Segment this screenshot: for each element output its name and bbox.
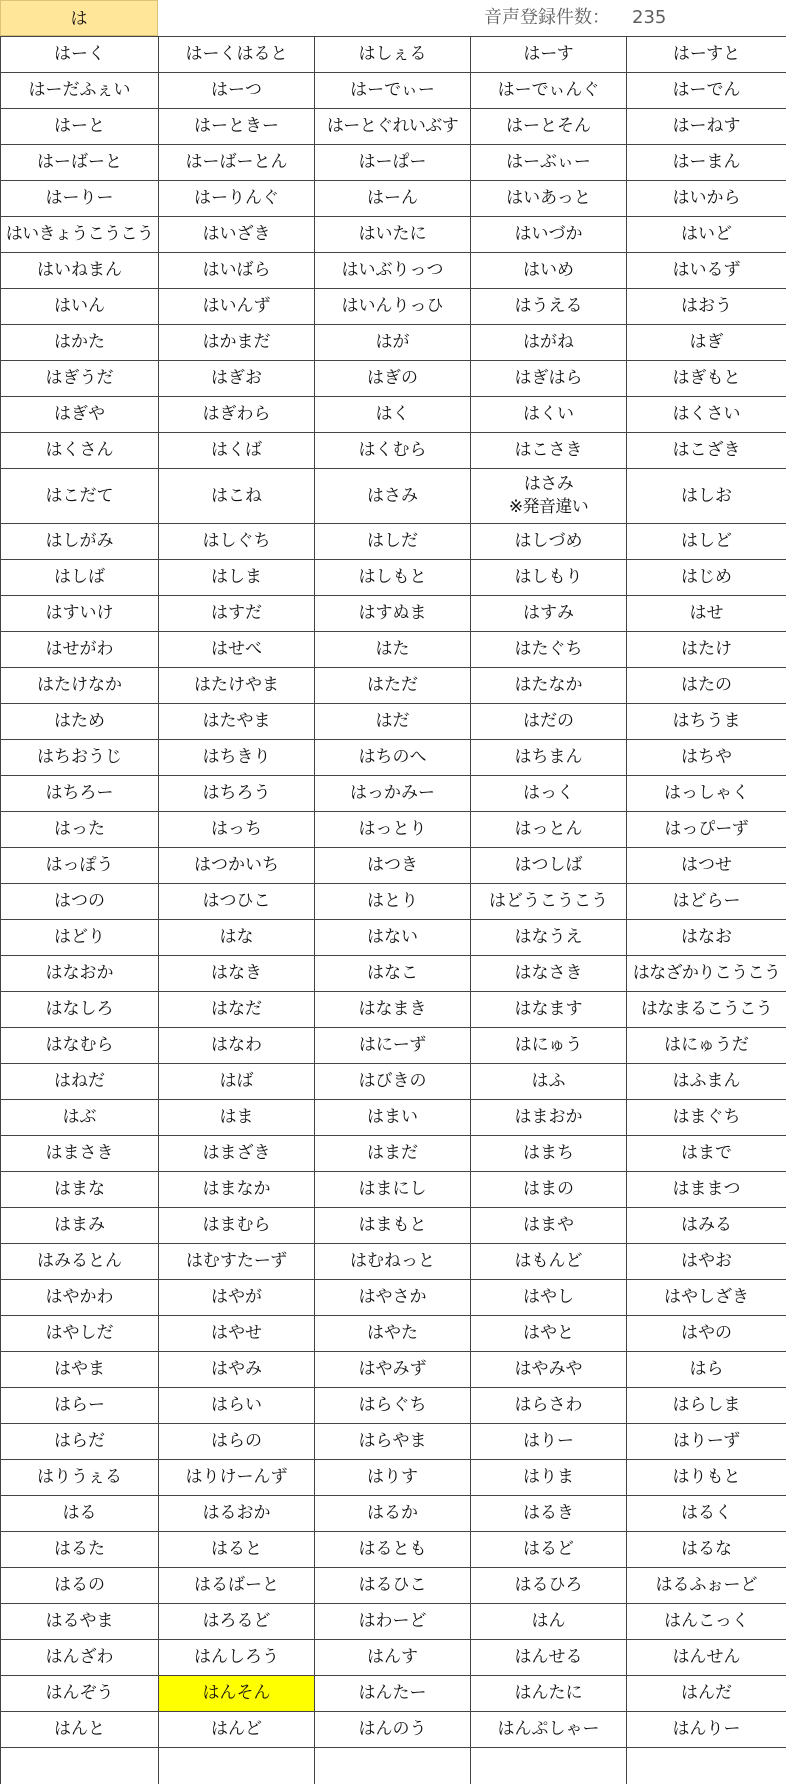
table-cell[interactable]: はだ — [315, 704, 471, 740]
table-cell[interactable]: はぎもと — [627, 361, 786, 397]
table-cell[interactable]: はため — [1, 704, 159, 740]
table-cell[interactable]: はままつ — [627, 1172, 786, 1208]
table-cell[interactable]: はなこ — [315, 956, 471, 992]
table-cell[interactable]: はいたに — [315, 217, 471, 253]
table-cell[interactable]: はしもと — [315, 560, 471, 596]
table-cell[interactable]: はなむら — [1, 1028, 159, 1064]
table-cell[interactable]: はいざき — [159, 217, 315, 253]
table-cell[interactable]: はすみ — [471, 596, 627, 632]
table-cell[interactable]: はかまだ — [159, 325, 315, 361]
table-row — [1, 469, 786, 524]
table-cell[interactable]: はまぐち — [627, 1100, 786, 1136]
table-cell[interactable]: はーぱー — [315, 145, 471, 181]
table-cell[interactable]: はやの — [627, 1316, 786, 1352]
table-row — [1, 217, 786, 253]
table-cell[interactable]: はしだ — [315, 524, 471, 560]
table-cell[interactable]: はんざわ — [1, 1640, 159, 1676]
table-cell[interactable]: はーく — [1, 37, 159, 73]
table-row — [1, 181, 786, 217]
table-cell[interactable]: はこだて — [1, 469, 159, 524]
table-row — [1, 109, 786, 145]
table-row — [1, 361, 786, 397]
table-cell[interactable]: はまな — [1, 1172, 159, 1208]
table-cell[interactable]: はいあっと — [471, 181, 627, 217]
table-cell[interactable]: はるとも — [315, 1532, 471, 1568]
table-cell[interactable]: はなざかりこうこう — [627, 956, 786, 992]
cell-line: はさみ — [473, 473, 624, 496]
section-label[interactable]: は — [0, 0, 158, 36]
table-cell[interactable]: はらだ — [1, 1424, 159, 1460]
table-cell[interactable]: はんせん — [627, 1640, 786, 1676]
table-cell[interactable]: はすぬま — [315, 596, 471, 632]
table-cell[interactable]: はるおか — [159, 1496, 315, 1532]
table-row — [1, 1100, 786, 1136]
table-cell[interactable]: はんたに — [471, 1676, 627, 1712]
table-cell[interactable]: はたやま — [159, 704, 315, 740]
table-row — [1, 325, 786, 361]
table-row — [1, 1640, 786, 1676]
table-cell[interactable]: はいん — [1, 289, 159, 325]
table-cell[interactable]: はまい — [315, 1100, 471, 1136]
table-cell[interactable]: はくさい — [627, 397, 786, 433]
table-cell[interactable]: はやさか — [315, 1280, 471, 1316]
table-cell[interactable]: はっかみー — [315, 776, 471, 812]
table-cell[interactable]: はるか — [315, 1496, 471, 1532]
table-row — [1, 848, 786, 884]
table-cell[interactable]: はふまん — [627, 1064, 786, 1100]
table-cell[interactable] — [315, 1748, 471, 1784]
table-cell[interactable]: はこさき — [471, 433, 627, 469]
table-cell[interactable]: はいるず — [627, 253, 786, 289]
table-cell[interactable]: はらやま — [315, 1424, 471, 1460]
table-cell[interactable]: はいんりっひ — [315, 289, 471, 325]
table-row — [1, 776, 786, 812]
table-row — [1, 560, 786, 596]
table-cell[interactable]: はじめ — [627, 560, 786, 596]
table-cell[interactable]: はんど — [159, 1712, 315, 1748]
table-cell[interactable]: はらい — [159, 1388, 315, 1424]
table-cell[interactable]: はぎ — [627, 325, 786, 361]
table-cell[interactable]: はんだ — [627, 1676, 786, 1712]
table-cell[interactable]: はしがみ — [1, 524, 159, 560]
table-cell[interactable]: はない — [315, 920, 471, 956]
table-row — [1, 1424, 786, 1460]
table-cell[interactable]: はまむら — [159, 1208, 315, 1244]
table-cell[interactable]: はなき — [159, 956, 315, 992]
table-cell[interactable]: はんたー — [315, 1676, 471, 1712]
table-cell[interactable]: はりー — [471, 1424, 627, 1460]
table-cell[interactable]: はっち — [159, 812, 315, 848]
table-cell[interactable]: はーりんぐ — [159, 181, 315, 217]
table-cell[interactable]: はもんど — [471, 1244, 627, 1280]
table-cell[interactable]: はるな — [627, 1532, 786, 1568]
table-row — [1, 1280, 786, 1316]
table-cell[interactable]: はたなか — [471, 668, 627, 704]
table-cell[interactable]: はまなか — [159, 1172, 315, 1208]
table-cell[interactable]: はらー — [1, 1388, 159, 1424]
table-cell[interactable]: はまさき — [1, 1136, 159, 1172]
table-cell[interactable]: はーぶぃー — [471, 145, 627, 181]
table-cell[interactable]: はるばーと — [159, 1568, 315, 1604]
table-row — [1, 668, 786, 704]
table-cell[interactable]: はろるど — [159, 1604, 315, 1640]
table-cell[interactable]: はがね — [471, 325, 627, 361]
table-cell[interactable]: はやしざき — [627, 1280, 786, 1316]
table-cell[interactable]: はたけなか — [1, 668, 159, 704]
table-cell[interactable]: はるひこ — [315, 1568, 471, 1604]
table-cell[interactable] — [471, 469, 627, 524]
table-cell[interactable]: はちまん — [471, 740, 627, 776]
table-cell[interactable]: はうえる — [471, 289, 627, 325]
table-row — [1, 956, 786, 992]
table-row — [1, 1532, 786, 1568]
table-cell[interactable]: はやた — [315, 1316, 471, 1352]
table-cell[interactable]: はりーず — [627, 1424, 786, 1460]
table-cell[interactable]: はっとり — [315, 812, 471, 848]
table-cell[interactable]: はっく — [471, 776, 627, 812]
table-cell[interactable]: はただ — [315, 668, 471, 704]
table-cell[interactable]: はらぐち — [315, 1388, 471, 1424]
table-cell[interactable]: はだの — [471, 704, 627, 740]
table-cell[interactable]: はさみ — [315, 469, 471, 524]
table-cell[interactable]: はるた — [1, 1532, 159, 1568]
table-cell[interactable]: はたの — [627, 668, 786, 704]
table-row — [1, 289, 786, 325]
table-cell[interactable]: はぎお — [159, 361, 315, 397]
table-cell[interactable]: はると — [159, 1532, 315, 1568]
table-cell[interactable]: はつの — [1, 884, 159, 920]
table-cell[interactable]: はんぞう — [1, 1676, 159, 1712]
table-cell[interactable]: はすいけ — [1, 596, 159, 632]
table-row — [1, 1712, 786, 1748]
table-cell[interactable]: はみる — [627, 1208, 786, 1244]
table-cell[interactable]: はーす — [471, 37, 627, 73]
table-cell[interactable]: はなまるこうこう — [627, 992, 786, 1028]
table-cell[interactable]: はいめ — [471, 253, 627, 289]
table-row — [1, 1676, 786, 1712]
table-cell[interactable]: はむねっと — [315, 1244, 471, 1280]
table-cell[interactable]: はた — [315, 632, 471, 668]
table-cell[interactable]: はしお — [627, 469, 786, 524]
table-wrap — [0, 36, 786, 1784]
table-cell[interactable]: はまにし — [315, 1172, 471, 1208]
table-row — [1, 740, 786, 776]
table-cell[interactable]: はちろう — [159, 776, 315, 812]
table-cell[interactable]: はしま — [159, 560, 315, 596]
table-cell[interactable]: はかた — [1, 325, 159, 361]
table-cell[interactable]: はーばーと — [1, 145, 159, 181]
table-cell[interactable]: はまち — [471, 1136, 627, 1172]
table-row — [1, 37, 786, 73]
table-cell[interactable]: はしど — [627, 524, 786, 560]
table-row — [1, 1316, 786, 1352]
table-cell[interactable]: はが — [315, 325, 471, 361]
table-cell[interactable]: はっぴーず — [627, 812, 786, 848]
table-cell[interactable]: はせべ — [159, 632, 315, 668]
table-cell[interactable]: はりうぇる — [1, 1460, 159, 1496]
table-cell[interactable]: はなうえ — [471, 920, 627, 956]
table-cell[interactable]: はつしば — [471, 848, 627, 884]
table-cell[interactable]: はな — [159, 920, 315, 956]
table-cell[interactable]: はやみや — [471, 1352, 627, 1388]
table-cell[interactable]: はくさん — [1, 433, 159, 469]
table-cell[interactable]: はいぶりっつ — [315, 253, 471, 289]
table-cell[interactable]: はる — [1, 1496, 159, 1532]
cell-line: ※発音違い — [473, 496, 624, 519]
table-cell[interactable]: はーん — [315, 181, 471, 217]
table-cell[interactable]: はつせ — [627, 848, 786, 884]
table-cell[interactable]: はるど — [471, 1532, 627, 1568]
table-cell[interactable]: はちうま — [627, 704, 786, 740]
table-cell[interactable]: はぶ — [1, 1100, 159, 1136]
table-cell[interactable]: はちのへ — [315, 740, 471, 776]
table-row — [1, 1064, 786, 1100]
table-cell[interactable]: はやせ — [159, 1316, 315, 1352]
table-cell[interactable]: はつひこ — [159, 884, 315, 920]
table-cell[interactable]: はまざき — [159, 1136, 315, 1172]
table-cell[interactable]: はちや — [627, 740, 786, 776]
table-cell[interactable]: はんりー — [627, 1712, 786, 1748]
table-cell[interactable]: はやし — [471, 1280, 627, 1316]
table-cell[interactable]: はりけーんず — [159, 1460, 315, 1496]
table-row — [1, 1136, 786, 1172]
table-cell[interactable]: はるき — [471, 1496, 627, 1532]
table-cell[interactable]: はやお — [627, 1244, 786, 1280]
table-row — [1, 433, 786, 469]
table-cell[interactable]: はぎわら — [159, 397, 315, 433]
table-cell[interactable]: はんぷしゃー — [471, 1712, 627, 1748]
table-cell[interactable]: はこね — [159, 469, 315, 524]
header-bar — [0, 0, 786, 36]
table-row — [1, 397, 786, 433]
table-cell[interactable]: はねだ — [1, 1064, 159, 1100]
table-cell[interactable]: はちきり — [159, 740, 315, 776]
table-cell[interactable]: はらしま — [627, 1388, 786, 1424]
table-cell[interactable]: はいんず — [159, 289, 315, 325]
table-cell[interactable]: はしぇる — [315, 37, 471, 73]
table-cell[interactable]: はせがわ — [1, 632, 159, 668]
table-cell[interactable]: はこざき — [627, 433, 786, 469]
table-cell[interactable]: はりす — [315, 1460, 471, 1496]
table-cell[interactable]: はんしろう — [159, 1640, 315, 1676]
table-cell[interactable]: はやが — [159, 1280, 315, 1316]
table-row — [1, 596, 786, 632]
table-cell[interactable]: はるふぉーど — [627, 1568, 786, 1604]
table-cell[interactable]: はまの — [471, 1172, 627, 1208]
table-row — [1, 1496, 786, 1532]
table-row — [1, 884, 786, 920]
table-cell[interactable]: はく — [315, 397, 471, 433]
table-cell[interactable]: はにーず — [315, 1028, 471, 1064]
word-table — [0, 36, 786, 1784]
table-cell[interactable]: はせ — [627, 596, 786, 632]
table-cell[interactable]: はーすと — [627, 37, 786, 73]
table-cell[interactable]: はった — [1, 812, 159, 848]
count-label: 音声登録件数： — [484, 0, 610, 36]
table-cell[interactable]: はっしゃく — [627, 776, 786, 812]
table-cell[interactable]: はしば — [1, 560, 159, 596]
table-cell[interactable]: はーとそん — [471, 109, 627, 145]
table-cell[interactable]: はつかいち — [159, 848, 315, 884]
table-cell[interactable]: はいから — [627, 181, 786, 217]
table-row — [1, 1172, 786, 1208]
table-cell[interactable]: はーとぐれいぶす — [315, 109, 471, 145]
table-cell[interactable]: はちろー — [1, 776, 159, 812]
table-cell[interactable]: はふ — [471, 1064, 627, 1100]
table-row — [1, 632, 786, 668]
table-cell[interactable]: はーりー — [1, 181, 159, 217]
table-cell[interactable]: はみるとん — [1, 1244, 159, 1280]
table-cell[interactable]: はなだ — [159, 992, 315, 1028]
table-row — [1, 704, 786, 740]
table-cell[interactable]: はやみ — [159, 1352, 315, 1388]
table-cell[interactable]: はにゅうだ — [627, 1028, 786, 1064]
table-cell[interactable]: はどうこうこう — [471, 884, 627, 920]
table-row — [1, 992, 786, 1028]
table-row — [1, 1388, 786, 1424]
table-cell[interactable]: はぎはら — [471, 361, 627, 397]
table-cell[interactable] — [1, 1748, 159, 1784]
table-cell[interactable]: はいばら — [159, 253, 315, 289]
table-cell[interactable]: はらさわ — [471, 1388, 627, 1424]
table-cell[interactable]: はなわ — [159, 1028, 315, 1064]
table-cell[interactable]: はおう — [627, 289, 786, 325]
table-cell[interactable]: はいねまん — [1, 253, 159, 289]
table-cell[interactable]: はどらー — [627, 884, 786, 920]
table-cell[interactable]: はんす — [315, 1640, 471, 1676]
table-cell[interactable]: はーと — [1, 109, 159, 145]
table-cell[interactable] — [627, 1748, 786, 1784]
table-cell[interactable]: はーときー — [159, 109, 315, 145]
table-cell[interactable]: はまや — [471, 1208, 627, 1244]
table-cell[interactable]: はるの — [1, 1568, 159, 1604]
table-cell[interactable]: はいづか — [471, 217, 627, 253]
table-cell[interactable]: はなまき — [315, 992, 471, 1028]
table-cell[interactable]: はまおか — [471, 1100, 627, 1136]
table-cell[interactable]: はば — [159, 1064, 315, 1100]
table-cell[interactable]: はたぐち — [471, 632, 627, 668]
table-row — [1, 1208, 786, 1244]
table-cell[interactable]: はるひろ — [471, 1568, 627, 1604]
table-cell[interactable]: はんそん — [159, 1676, 315, 1712]
table-cell[interactable]: はっぽう — [1, 848, 159, 884]
table-cell[interactable]: はーねす — [627, 109, 786, 145]
count-value: 235 — [632, 0, 666, 36]
table-cell[interactable]: はまもと — [315, 1208, 471, 1244]
table-cell[interactable]: はいど — [627, 217, 786, 253]
table-cell[interactable]: はまみ — [1, 1208, 159, 1244]
table-cell[interactable]: はしぐち — [159, 524, 315, 560]
table-cell[interactable]: はまで — [627, 1136, 786, 1172]
table-cell[interactable]: はぎの — [315, 361, 471, 397]
table-cell[interactable]: はーつ — [159, 73, 315, 109]
table-cell[interactable] — [159, 1748, 315, 1784]
table-cell[interactable]: はっとん — [471, 812, 627, 848]
table-cell[interactable]: はちおうじ — [1, 740, 159, 776]
table-row — [1, 920, 786, 956]
table-cell[interactable]: はん — [471, 1604, 627, 1640]
table-cell[interactable]: はりもと — [627, 1460, 786, 1496]
table-cell[interactable]: はとり — [315, 884, 471, 920]
table-cell[interactable]: はりま — [471, 1460, 627, 1496]
table-cell[interactable]: はら — [627, 1352, 786, 1388]
table-cell[interactable]: はつき — [315, 848, 471, 884]
table-cell[interactable]: はなおか — [1, 956, 159, 992]
table-cell[interactable]: はんと — [1, 1712, 159, 1748]
table-cell[interactable]: はにゅう — [471, 1028, 627, 1064]
table-cell[interactable]: はーでぃんぐ — [471, 73, 627, 109]
table-cell[interactable]: はま — [159, 1100, 315, 1136]
table-cell[interactable]: はなさき — [471, 956, 627, 992]
table-cell[interactable]: はやみず — [315, 1352, 471, 1388]
table-row — [1, 145, 786, 181]
table-row — [1, 1352, 786, 1388]
table-cell[interactable]: はぎや — [1, 397, 159, 433]
table-row — [1, 1244, 786, 1280]
table-cell[interactable]: はんのう — [315, 1712, 471, 1748]
table-row — [1, 73, 786, 109]
table-cell[interactable]: はらの — [159, 1424, 315, 1460]
table-row — [1, 812, 786, 848]
table-cell[interactable]: はやと — [471, 1316, 627, 1352]
table-cell[interactable]: はどり — [1, 920, 159, 956]
table-cell[interactable]: はぎうだ — [1, 361, 159, 397]
table-row — [1, 1028, 786, 1064]
table-row — [1, 253, 786, 289]
table-cell[interactable]: はやかわ — [1, 1280, 159, 1316]
table-row — [1, 1568, 786, 1604]
table-cell[interactable]: はわーど — [315, 1604, 471, 1640]
table-cell[interactable]: はすだ — [159, 596, 315, 632]
table-cell[interactable]: はーでぃー — [315, 73, 471, 109]
table-cell[interactable]: はなます — [471, 992, 627, 1028]
table-row — [1, 524, 786, 560]
table-cell[interactable]: はしづめ — [471, 524, 627, 560]
table-row — [1, 1604, 786, 1640]
table-cell[interactable]: はたけ — [627, 632, 786, 668]
table-cell[interactable]: はーばーとん — [159, 145, 315, 181]
table-cell[interactable]: はなお — [627, 920, 786, 956]
table-row — [1, 1748, 786, 1784]
table-cell[interactable]: はやま — [1, 1352, 159, 1388]
table-cell[interactable]: はーだふぇい — [1, 73, 159, 109]
table-cell[interactable]: はるく — [627, 1496, 786, 1532]
table-cell[interactable]: はんせる — [471, 1640, 627, 1676]
table-cell[interactable]: はしもり — [471, 560, 627, 596]
table-cell[interactable]: はなしろ — [1, 992, 159, 1028]
table-row — [1, 1460, 786, 1496]
table-cell[interactable]: はるやま — [1, 1604, 159, 1640]
table-cell[interactable]: はーでん — [627, 73, 786, 109]
table-cell[interactable]: はーくはると — [159, 37, 315, 73]
table-cell[interactable]: はまだ — [315, 1136, 471, 1172]
table-cell[interactable] — [471, 1748, 627, 1784]
table-body — [1, 37, 786, 1784]
table-cell[interactable]: はむすたーず — [159, 1244, 315, 1280]
table-cell[interactable]: はたけやま — [159, 668, 315, 704]
table-cell[interactable]: はびきの — [315, 1064, 471, 1100]
table-cell[interactable]: はくば — [159, 433, 315, 469]
table-cell[interactable]: はんこっく — [627, 1604, 786, 1640]
table-cell[interactable]: はくむら — [315, 433, 471, 469]
table-cell[interactable]: はいきょうこうこう — [1, 217, 159, 253]
table-cell[interactable]: はーまん — [627, 145, 786, 181]
table-cell[interactable]: はくい — [471, 397, 627, 433]
table-cell[interactable]: はやしだ — [1, 1316, 159, 1352]
